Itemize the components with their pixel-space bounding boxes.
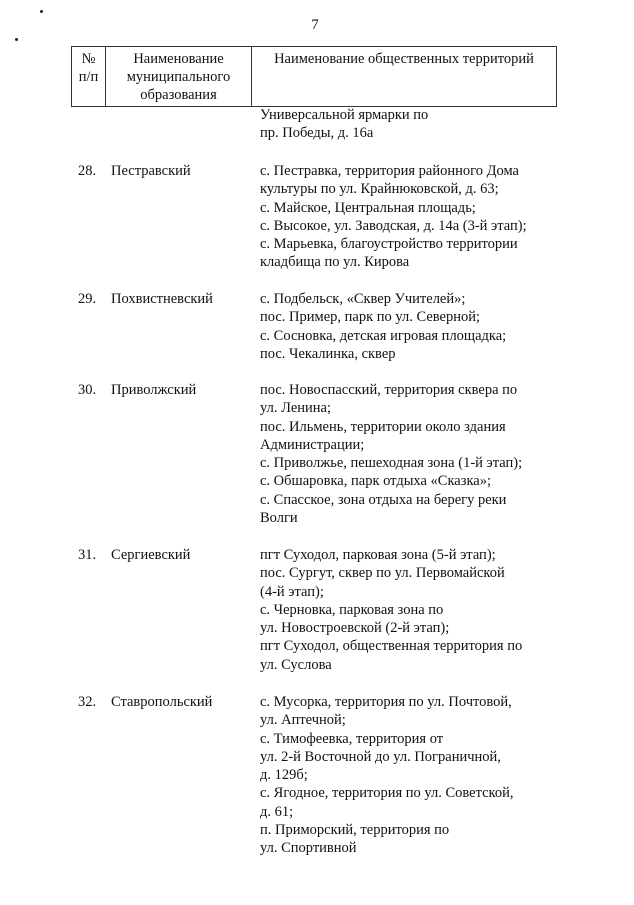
row-number: 30. [78,382,97,398]
territory-line: с. Обшаровка, парк отдыха «Сказка»; [260,473,492,490]
territory-line: с. Марьевка, благоустройство территории [260,236,518,253]
territory-line: пр. Победы, д. 16а [260,125,374,142]
municipality-name: Ставропольский [111,694,213,710]
territory-line: ул. 2-й Восточной до ул. Пограничной, [260,748,501,765]
territory-line: с. Подбельск, «Сквер Учителей»; [260,291,466,307]
row-number: 29. [78,291,97,307]
territory-line: пос. Пример, парк по ул. Северной; [260,309,481,326]
header-territories-line: Наименование общественных территорий [274,51,534,67]
territory-line: (4-й этап); [260,583,324,600]
territory-line: пос. Сургут, сквер по ул. Первомайской [260,565,505,582]
territory-line: ул. Суслова [260,656,332,673]
municipality-name: Пестравский [111,163,191,179]
continuation-territories [260,106,560,143]
territory-line: пгт Суходол, парковая зона (5-й этап); [260,547,496,563]
municipality-name: Сергиевский [111,547,191,563]
territory-line: п. Приморский, территория по [260,822,450,839]
territory-line: пос. Чекалинка, сквер [260,345,396,362]
scan-speck [15,38,18,41]
territory-line: ул. Аптечной; [260,712,346,729]
municipality-name: Приволжский [111,382,197,398]
territory-line: с. Майское, Центральная площадь; [260,199,476,216]
header-municipality-line: образования [140,87,217,103]
row-number: 28. [78,163,97,179]
territory-line: ул. Ленина; [260,400,332,417]
territory-line: д. 129б; [260,767,308,784]
page-number: 7 [311,17,319,33]
territory-list [260,162,560,272]
territory-line: с. Приволжье, пешеходная зона (1-й этап); [260,455,523,472]
territory-line: с. Высокое, ул. Заводская, д. 14а (3-й этап); [260,217,527,234]
territory-line: с. Мусорка, территория по ул. Почтовой, [260,694,512,710]
territory-line: с. Спасское, зона отдыха на берегу реки [260,491,507,508]
territory-line: Универсальной ярмарки по [260,107,429,123]
territory-list [260,693,560,858]
header-municipality-cell [106,47,252,107]
header-municipality-line: Наименование [133,51,224,67]
scan-speck [40,10,43,13]
territory-line: д. 61; [260,803,294,820]
header-num-cell [72,47,106,107]
header-territories-cell [252,47,557,107]
territory-list [260,381,560,527]
territory-line: Администрации; [260,436,365,453]
row-number: 32. [78,694,97,710]
territory-line: с. Черновка, парковая зона по [260,601,444,618]
territory-list [260,290,560,363]
row-number: 31. [78,547,97,563]
table-header [71,46,557,107]
territory-line: с. Тимофеевка, территория от [260,730,444,747]
territory-line: пгт Суходол, общественная территория по [260,638,523,655]
territory-line: ул. Спортивной [260,840,357,857]
territory-line: с. Пестравка, территория районного Дома [260,163,519,179]
header-municipality-line: муниципального [126,69,231,85]
municipality-name: Похвистневский [111,291,213,307]
territory-list [260,546,560,674]
territory-line: культуры по ул. Крайнюковской, д. 63; [260,181,499,198]
header-num-line: п/п [78,69,99,85]
header-num-line: № [81,51,96,67]
territory-line: кладбища по ул. Кирова [260,254,410,271]
territory-line: пос. Ильмень, территории около здания [260,418,506,435]
territory-line: пос. Новоспасский, территория сквера по [260,382,518,398]
territory-line: ул. Новостроевской (2-й этап); [260,620,450,637]
territory-line: Волги [260,510,298,527]
territory-line: с. Ягодное, территория по ул. Советской, [260,785,514,802]
territory-line: с. Сосновка, детская игровая площадка; [260,327,507,344]
